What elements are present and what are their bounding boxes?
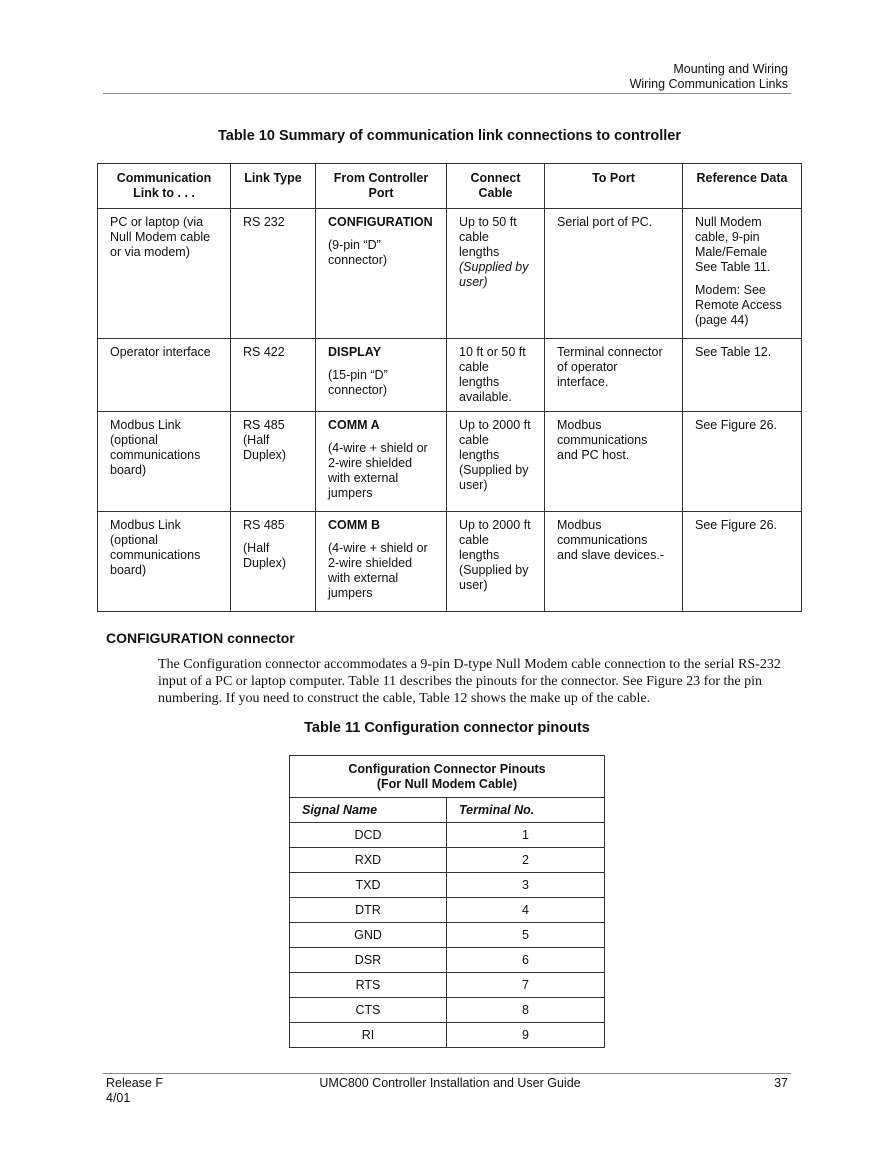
section-body-paragraph: The Configuration connector accommodates a 9-pin D-type Null Modem cable connection to the serial RS-232 input of a PC or laptop computer. Table 11 describes the pinouts for the connector. See Figure 23 for the pin numbering. If you need to construct the cable, Table 12 shows the make up of the cable. [158, 657, 781, 706]
table-row [98, 512, 802, 612]
port-detail: (4-wire + shield or 2-wire shielded with external jumpers [328, 541, 428, 600]
page-number: 37 [774, 1076, 788, 1090]
table-row [290, 923, 605, 948]
cell-link-to: Operator interface [98, 339, 231, 412]
table-row [98, 209, 802, 339]
cell-from-port [316, 512, 447, 612]
cell-terminal: 9 [447, 1023, 605, 1048]
col-header-terminal-no: Terminal No. [447, 798, 605, 823]
col-header-reference-data: Reference Data [683, 164, 802, 209]
cell-to-port: Modbus communications and PC host. [545, 412, 683, 512]
footer-document-title: UMC800 Controller Installation and User Guide [319, 1076, 581, 1090]
port-name: COMM B [328, 518, 381, 532]
table11-title-line2: (For Null Modem Cable) [376, 777, 518, 791]
cell-signal: GND [290, 923, 447, 948]
cell-to-port: Serial port of PC. [545, 209, 683, 339]
table11-caption: Table 11 Configuration connector pinouts [304, 720, 590, 736]
col-header-from-port: From Controller Port [316, 164, 447, 209]
cell-link-type: RS 232 [231, 209, 316, 339]
footer-release: Release F [106, 1076, 163, 1090]
cell-connect-cable: Up to 2000 ft cable lengths (Supplied by user) [447, 512, 545, 612]
cell-from-port [316, 412, 447, 512]
cell-signal: DCD [290, 823, 447, 848]
cell-reference-data: See Table 12. [683, 339, 802, 412]
reference-null-modem: Null Modem cable, 9-pin Male/Female See Table 11. [695, 215, 771, 274]
cell-terminal: 2 [447, 848, 605, 873]
cell-from-port [316, 209, 447, 339]
footer-rule [103, 1073, 791, 1074]
cell-terminal: 1 [447, 823, 605, 848]
cell-reference-data [683, 209, 802, 339]
footer-date: 4/01 [106, 1091, 131, 1105]
port-detail: (9-pin “D” connector) [328, 238, 388, 267]
port-name: COMM A [328, 418, 380, 432]
table11-header-row [290, 798, 605, 823]
cell-link-type: RS 422 [231, 339, 316, 412]
cell-connect-cable [447, 209, 545, 339]
header-rule [103, 93, 791, 94]
table-row [98, 412, 802, 512]
running-header [103, 62, 788, 92]
table-row [290, 948, 605, 973]
cell-link-to: Modbus Link (optional communications board) [98, 412, 231, 512]
table-row [290, 873, 605, 898]
cable-main: Up to 50 ft cable lengths [459, 215, 517, 259]
cell-to-port: Terminal connector of operator interface. [545, 339, 683, 412]
table-row [290, 898, 605, 923]
cell-signal: TXD [290, 873, 447, 898]
reference-modem: Modem: See Remote Access (page 44) [695, 283, 782, 327]
table-row [290, 998, 605, 1023]
cell-terminal: 8 [447, 998, 605, 1023]
table10-caption: Table 10 Summary of communication link connections to controller [217, 128, 681, 144]
cell-to-port: Modbus communications and slave devices.- [545, 512, 683, 612]
link-type-standard: RS 485 [243, 518, 285, 532]
cell-signal: RXD [290, 848, 447, 873]
cell-signal: CTS [290, 998, 447, 1023]
link-type-mode: (Half Duplex) [243, 541, 287, 570]
cell-terminal: 7 [447, 973, 605, 998]
table11 [289, 755, 605, 1048]
cell-link-to: PC or laptop (via Null Modem cable or via modem) [98, 209, 231, 339]
table10-header-row [98, 164, 802, 209]
cell-from-port [316, 339, 447, 412]
cell-reference-data: See Figure 26. [683, 512, 802, 612]
cell-reference-data: See Figure 26. [683, 412, 802, 512]
table11-title [290, 756, 605, 798]
table-row [290, 1023, 605, 1048]
header-chapter: Mounting and Wiring [673, 62, 788, 76]
cell-signal: RTS [290, 973, 447, 998]
cell-link-type [231, 512, 316, 612]
cell-signal: DSR [290, 948, 447, 973]
table-row [290, 848, 605, 873]
cell-signal: RI [290, 1023, 447, 1048]
table11-title-line1: Configuration Connector Pinouts [348, 762, 546, 776]
table10 [97, 163, 802, 612]
cell-link-type: RS 485 (Half Duplex) [231, 412, 316, 512]
col-header-link-type: Link Type [231, 164, 316, 209]
col-header-to-port: To Port [545, 164, 683, 209]
col-header-link-to: Communication Link to . . . [98, 164, 231, 209]
cell-terminal: 4 [447, 898, 605, 923]
footer-release-info [106, 1076, 163, 1106]
cell-connect-cable: 10 ft or 50 ft cable lengths available. [447, 339, 545, 412]
cell-terminal: 6 [447, 948, 605, 973]
section-heading: CONFIGURATION connector [106, 630, 295, 646]
table-row [98, 339, 802, 412]
header-section: Wiring Communication Links [629, 77, 788, 91]
cell-connect-cable: Up to 2000 ft cable lengths (Supplied by user) [447, 412, 545, 512]
table-row [290, 973, 605, 998]
port-name: DISPLAY [328, 345, 382, 359]
table11-title-row [290, 756, 605, 798]
cell-terminal: 3 [447, 873, 605, 898]
port-detail: (4-wire + shield or 2-wire shielded with external jumpers [328, 441, 428, 500]
port-name: CONFIGURATION [328, 215, 433, 229]
col-header-connect-cable: Connect Cable [447, 164, 545, 209]
cable-note: (Supplied by user) [459, 260, 529, 289]
cell-terminal: 5 [447, 923, 605, 948]
cell-link-to: Modbus Link (optional communications board) [98, 512, 231, 612]
cell-signal: DTR [290, 898, 447, 923]
col-header-signal-name: Signal Name [290, 798, 447, 823]
table-row [290, 823, 605, 848]
port-detail: (15-pin “D” connector) [328, 368, 388, 397]
